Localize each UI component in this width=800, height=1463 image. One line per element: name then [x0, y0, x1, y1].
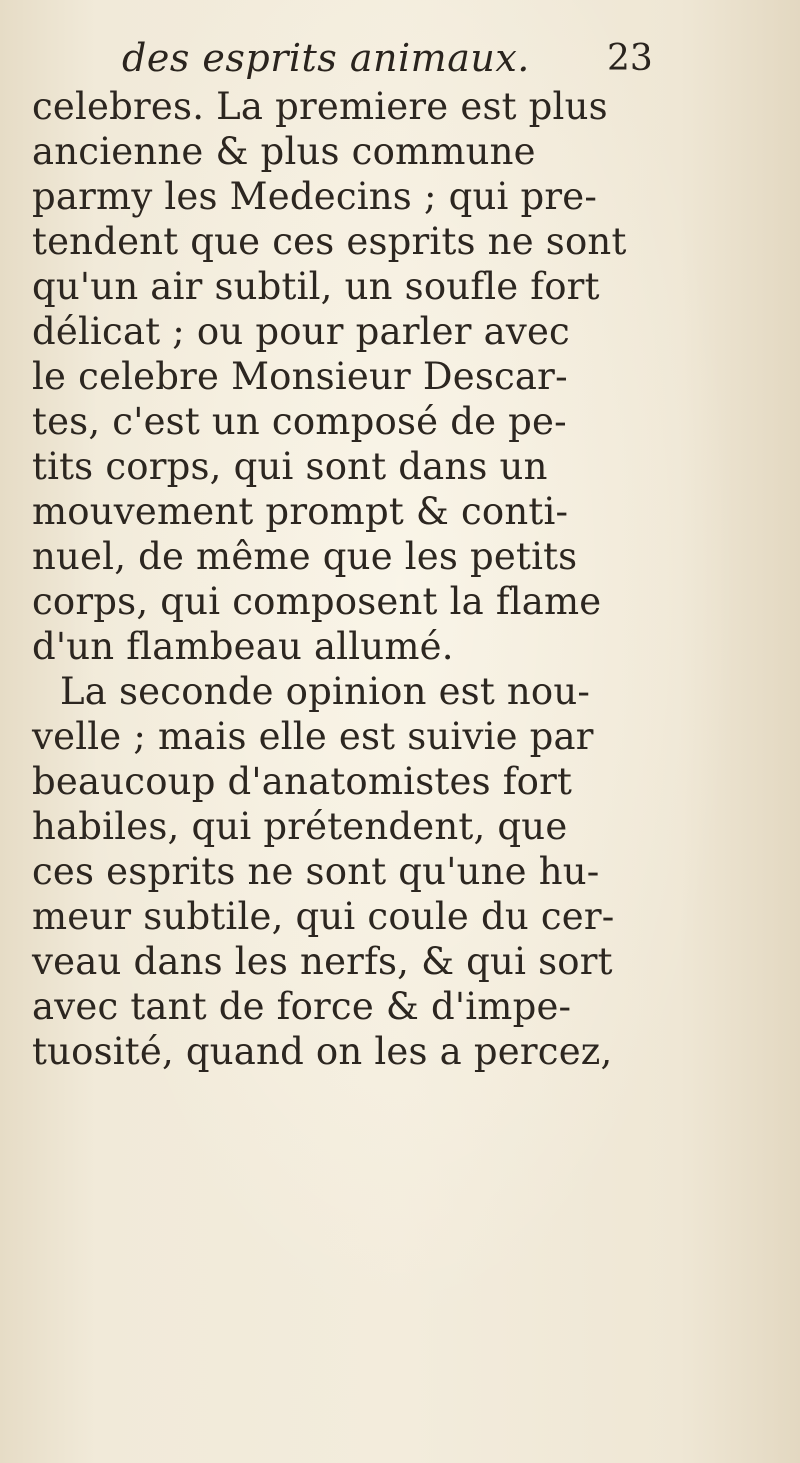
- paragraph-start-line: La seconde opinion est nou-: [60, 670, 591, 713]
- page-number: 23: [607, 38, 653, 79]
- text-line: veau dans les nerfs, & qui sort: [32, 940, 613, 983]
- text-line: tits corps, qui sont dans un: [32, 445, 548, 488]
- text-line: avec tant de force & d'impe-: [32, 985, 572, 1028]
- text-line: tuosité, quand on les a percez,: [32, 1030, 613, 1073]
- page-header: [122, 32, 722, 84]
- text-line: celebres. La premiere est plus: [32, 85, 608, 128]
- text-line: habiles, qui prétendent, que: [32, 805, 568, 848]
- text-line: nuel, de même que les petits: [32, 535, 578, 578]
- text-line: velle ; mais elle est suivie par: [32, 715, 594, 758]
- text-line: tendent que ces esprits ne sont: [32, 220, 627, 263]
- text-line: tes, c'est un composé de pe-: [32, 400, 567, 443]
- text-line: mouvement prompt & conti-: [32, 490, 569, 533]
- text-line: parmy les Medecins ; qui pre-: [32, 175, 598, 218]
- text-line: ancienne & plus commune: [32, 130, 536, 173]
- text-line: ces esprits ne sont qu'une hu-: [32, 850, 600, 893]
- text-line: délicat ; ou pour parler avec: [32, 310, 570, 353]
- text-line: corps, qui composent la flame: [32, 580, 602, 623]
- running-title: des esprits animaux.: [122, 36, 530, 80]
- text-line: le celebre Monsieur Descar-: [32, 355, 568, 398]
- text-line: d'un flambeau allumé.: [32, 625, 454, 668]
- text-line: qu'un air subtil, un soufle fort: [32, 265, 600, 308]
- body-text: [32, 84, 772, 1074]
- text-line: beaucoup d'anatomistes fort: [32, 760, 573, 803]
- text-line: meur subtile, qui coule du cer-: [32, 895, 615, 938]
